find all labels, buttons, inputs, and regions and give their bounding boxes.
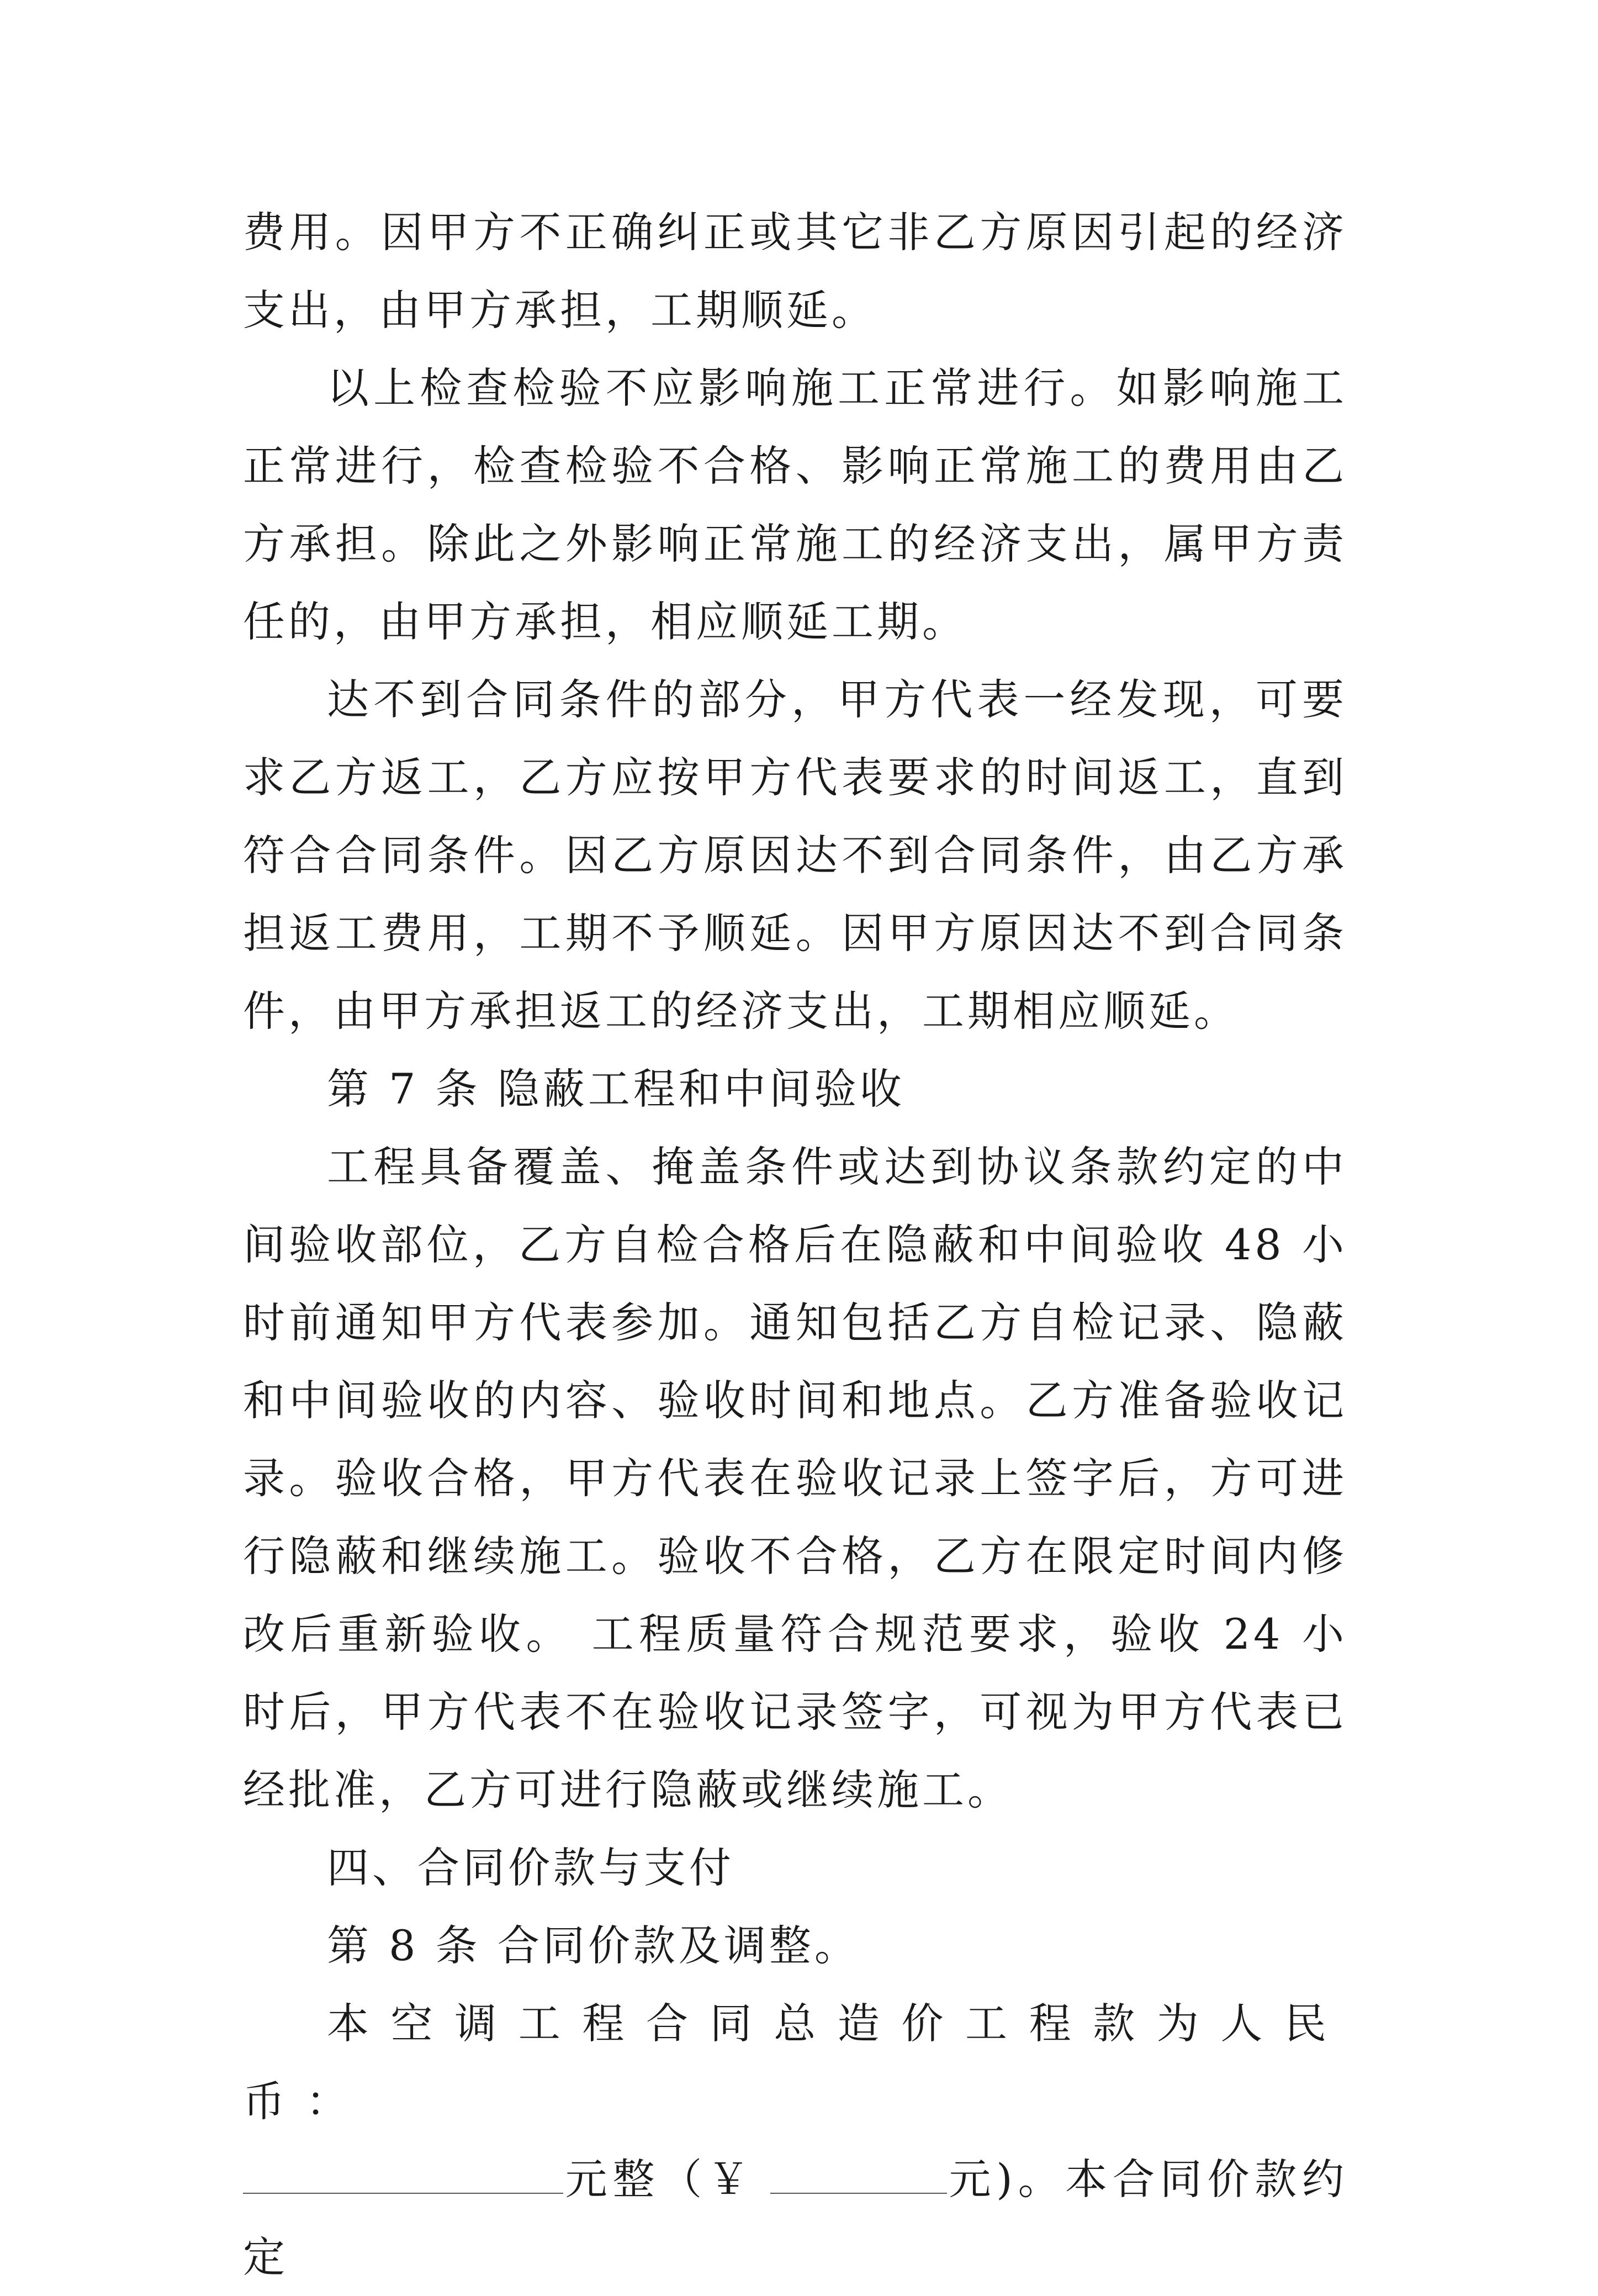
amount-words-blank bbox=[243, 2149, 563, 2194]
paragraph-price-lead bbox=[243, 1984, 1347, 2140]
amount-number-blank bbox=[770, 2149, 947, 2194]
document-body bbox=[243, 193, 1347, 2296]
section-4-heading: 四、合同价款与支付 bbox=[327, 1843, 734, 1892]
price-lead-text: 本空调工程合同总造价工程款为人民币： bbox=[243, 1999, 1347, 2126]
article-7-heading: 第 7 条 隐蔽工程和中间验收 bbox=[327, 1064, 905, 1113]
article-8-heading: 第 8 条 合同价款及调整。 bbox=[327, 1921, 860, 1970]
amount-number-suffix: 元)。本合同价款约定 bbox=[243, 2155, 1348, 2282]
paragraph-rework: 达不到合同条件的部分，甲方代表一经发现，可要求乙方返工，乙方应按甲方代表要求的时间返工，直到符合合同条件。因乙方原因达不到合同条件，由乙方承担返工费用，工期不予顺延。因甲方原因达不到合同条件，由甲方承担返工的经济支出，工期相应顺延。 bbox=[243, 675, 1347, 1036]
paragraph-hidden-works: 工程具备覆盖、掩盖条件或达到协议条款约定的中间验收部位，乙方自检合格后在隐蔽和中间验收 48 小时前通知甲方代表参加。通知包括乙方自检记录、隐蔽和中间验收的内容、验收时间和地点。乙方准备验收记录。验收合格，甲方代表在验收记录上签字后，方可进行隐蔽和继续施工。验收不合格，乙方在限定时间内修改后重新验收。 工程质量符合规范要求，验收 24 小时后，甲方代表不在验收记录签字，可视为甲方代表已经批准，乙方可进行隐蔽或继续施工。 bbox=[243, 1142, 1347, 1814]
amount-words-suffix: 元整（￥ bbox=[563, 2155, 755, 2204]
paragraph-inspection: 以上检查检验不应影响施工正常进行。如影响施工正常进行，检查检验不合格、影响正常施工的费用由乙方承担。除此之外影响正常施工的经济支出，属甲方责任的，由甲方承担，相应顺延工期。 bbox=[243, 363, 1347, 646]
paragraph-price-amount bbox=[243, 2140, 1347, 2296]
paragraph-cost-continuation: 费用。因甲方不正确纠正或其它非乙方原因引起的经济支出，由甲方承担，工期顺延。 bbox=[243, 208, 1347, 335]
